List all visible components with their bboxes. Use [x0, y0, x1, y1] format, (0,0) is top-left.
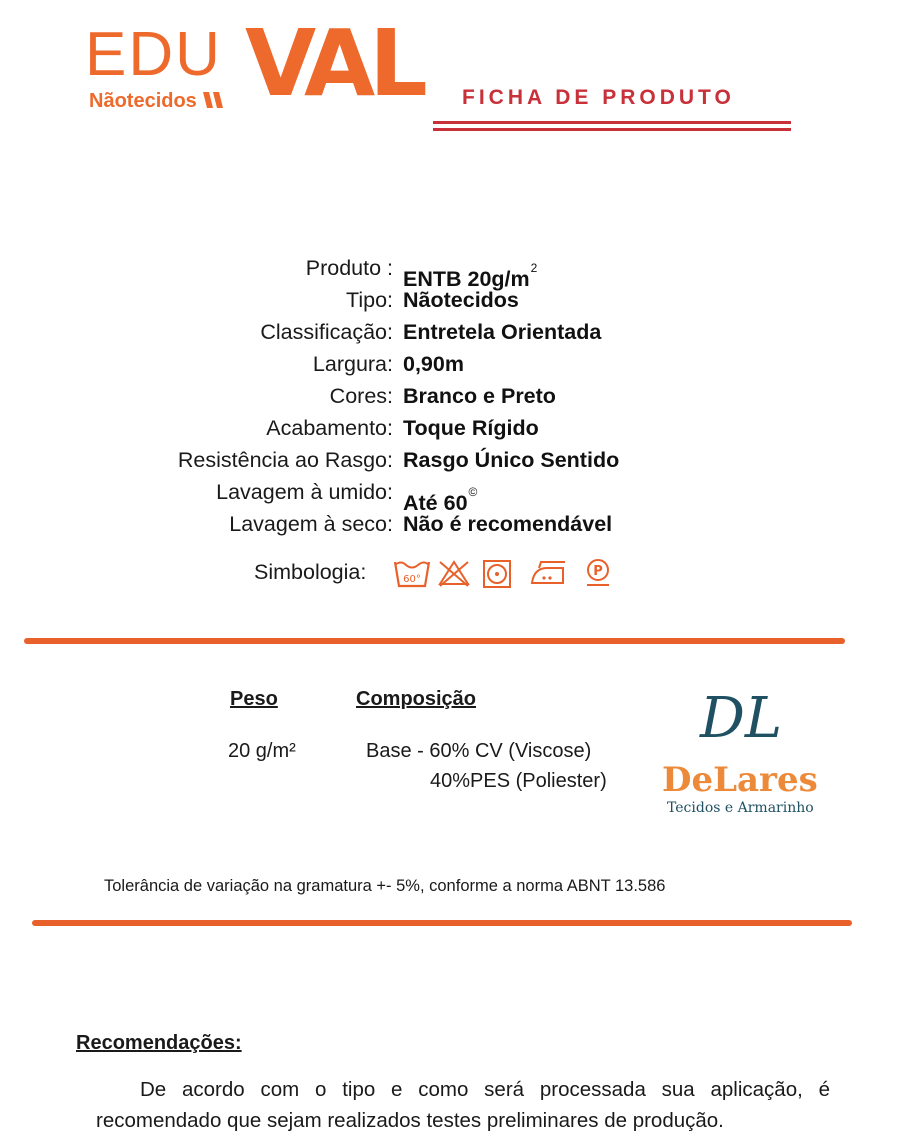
spec-label: Tipo:: [346, 288, 393, 312]
tumble-dry-icon: [481, 556, 513, 590]
spec-label: Largura:: [312, 352, 393, 376]
spec-label: Cores:: [329, 384, 393, 408]
svg-text:P: P: [593, 564, 603, 579]
spec-row-tipo: [0, 284, 897, 316]
delares-tagline: Tecidos e Armarinho: [667, 800, 814, 816]
simbologia-label: Simbologia:: [254, 560, 367, 584]
spec-label: Lavagem à seco:: [229, 512, 393, 536]
logo-val-text: VAL: [245, 10, 422, 117]
dry-clean-p-icon: [581, 556, 615, 590]
composicao-line-1: Base - 60% CV (Viscose): [366, 740, 592, 762]
spec-value: Rasgo Único Sentido: [403, 448, 620, 472]
spec-row-lavagem-umido: [0, 476, 897, 515]
spec-label: Lavagem à umido:: [216, 480, 393, 504]
wash-60-icon: [393, 556, 431, 590]
composicao-header: Composição: [356, 688, 477, 710]
spec-value: 0,90m: [403, 352, 464, 376]
eduval-logo: [85, 10, 422, 117]
spec-row-resistencia: [0, 444, 897, 476]
spec-list: [0, 252, 897, 540]
tolerancia-note: Tolerância de variação na gramatura +- 5%, conforme a norma ABNT 13.586: [104, 877, 666, 895]
spec-value: Até 60©: [403, 485, 478, 515]
spec-label: Acabamento:: [266, 416, 393, 440]
delares-name: DeLares: [662, 760, 818, 800]
spec-row-cores: [0, 380, 897, 412]
spec-label: Classificação:: [260, 320, 393, 344]
title-underline-top: [433, 121, 791, 124]
spec-value: Nãotecidos: [403, 288, 519, 312]
spec-label: Produto :: [305, 256, 393, 280]
spec-row-largura: [0, 348, 897, 380]
peso-header: Peso: [230, 688, 278, 710]
page-title: FICHA DE PRODUTO: [462, 86, 735, 109]
composicao-line-2: 40%PES (Poliester): [430, 770, 607, 792]
spec-value: Toque Rígido: [403, 416, 539, 440]
svg-text:60°: 60°: [403, 574, 421, 585]
section-divider: [24, 638, 845, 644]
delares-monogram: DL: [700, 686, 783, 751]
recomendacoes-text: De acordo com o tipo e como será processada sua aplicação, é recomendado que sejam realizados testes preliminares de produção.: [96, 1078, 830, 1132]
logo-subtitle: Nãotecidos: [89, 90, 197, 112]
peso-value: 20 g/m²: [228, 740, 296, 762]
recomendacoes-title: Recomendações:: [76, 1032, 242, 1054]
no-bleach-icon: [437, 556, 471, 590]
iron-icon: [529, 556, 569, 590]
logo-slashes-icon: [201, 92, 225, 108]
spec-row-lavagem-seco: [0, 508, 897, 540]
spec-value: Entretela Orientada: [403, 320, 602, 344]
spec-value: Não é recomendável: [403, 512, 613, 536]
title-underline-bottom: [433, 128, 791, 131]
spec-row-classificacao: [0, 316, 897, 348]
spec-row-produto: [0, 252, 897, 291]
section-divider: [32, 920, 852, 926]
spec-value: ENTB $20g/m^2$: [403, 261, 538, 291]
spec-label: Resistência ao Rasgo:: [177, 448, 393, 472]
spec-value: Branco e Preto: [403, 384, 556, 408]
logo-edu-text: EDU: [85, 20, 222, 89]
spec-row-acabamento: [0, 412, 897, 444]
